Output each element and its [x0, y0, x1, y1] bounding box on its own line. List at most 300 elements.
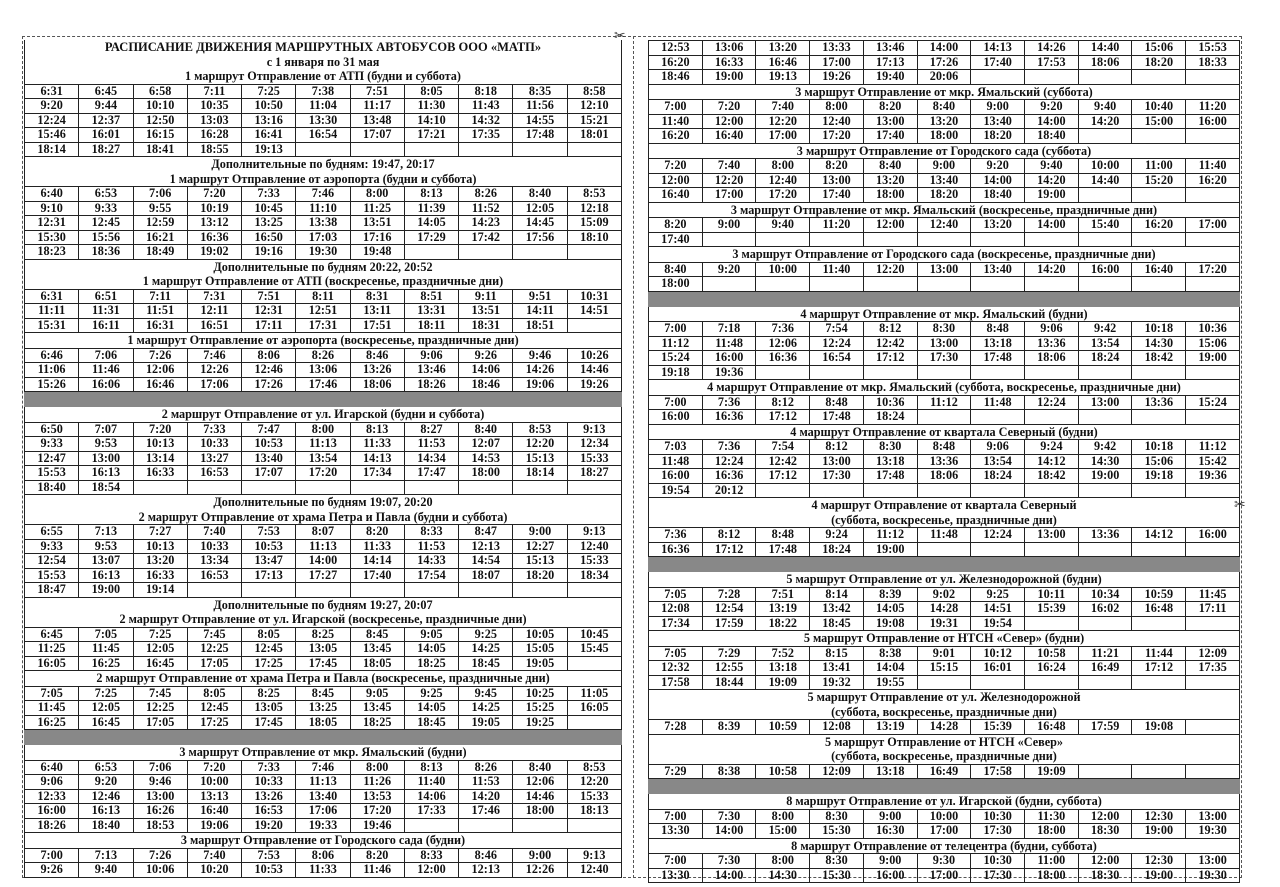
departure-time: 19:26 [567, 377, 621, 392]
timetable-row [649, 528, 1240, 543]
departure-time: 17:06 [187, 377, 241, 392]
timetable [648, 439, 1240, 498]
timetable [24, 186, 622, 260]
route-heading: 5 маршрут Отправление от НТСН «Север» (будни) [648, 631, 1240, 646]
departure-time [1078, 188, 1132, 203]
departure-time: 11:12 [917, 395, 971, 410]
departure-time: 12:46 [242, 363, 296, 378]
departure-time: 19:13 [242, 142, 296, 157]
departure-time: 8:26 [459, 760, 513, 775]
departure-time: 16:41 [242, 128, 296, 143]
departure-time: 14:04 [863, 661, 917, 676]
timetable-row [25, 701, 622, 716]
departure-time: 10:18 [1132, 322, 1186, 337]
departure-time: 11:51 [133, 304, 187, 319]
timetable-row [25, 642, 622, 657]
departure-time: 15:53 [1186, 41, 1240, 56]
departure-time: 15:42 [1186, 454, 1240, 469]
departure-time: 19:18 [649, 365, 703, 380]
departure-time [459, 583, 513, 598]
timetable-row [25, 245, 622, 260]
timetable [24, 760, 622, 834]
departure-time: 6:40 [25, 760, 79, 775]
departure-time [404, 142, 458, 157]
departure-time: 18:40 [79, 818, 133, 833]
departure-time: 10:53 [242, 539, 296, 554]
departure-time: 14:34 [404, 451, 458, 466]
timetable [24, 848, 622, 878]
departure-time: 11:52 [459, 201, 513, 216]
departure-time: 16:33 [133, 568, 187, 583]
departure-time [1078, 483, 1132, 498]
departure-time: 8:14 [810, 587, 864, 602]
departure-time: 13:00 [1186, 854, 1240, 869]
departure-time: 8:12 [702, 528, 756, 543]
departure-time: 9:11 [459, 289, 513, 304]
departure-time [1186, 232, 1240, 247]
departure-time: 10:45 [242, 201, 296, 216]
timetable-row [649, 55, 1240, 70]
departure-time: 16:31 [133, 318, 187, 333]
departure-time: 15:24 [1186, 395, 1240, 410]
departure-time: 16:53 [242, 804, 296, 819]
departure-time: 7:18 [702, 322, 756, 337]
departure-time: 17:40 [863, 129, 917, 144]
departure-time: 17:34 [649, 616, 703, 631]
departure-time: 7:28 [702, 587, 756, 602]
departure-time: 19:36 [1186, 469, 1240, 484]
departure-time: 17:12 [756, 469, 810, 484]
departure-time: 18:42 [1025, 469, 1079, 484]
departure-time: 16:45 [79, 715, 133, 730]
scissors-icon: ✂ [1234, 497, 1246, 513]
departure-time: 7:20 [702, 100, 756, 115]
departure-time: 13:13 [187, 789, 241, 804]
departure-time: 12:11 [187, 304, 241, 319]
departure-time: 14:30 [756, 868, 810, 883]
departure-time: 8:45 [350, 627, 404, 642]
departure-time: 7:00 [649, 809, 703, 824]
departure-time: 14:06 [404, 789, 458, 804]
departure-time: 12:20 [567, 775, 621, 790]
departure-time: 12:40 [756, 173, 810, 188]
departure-time [1132, 764, 1186, 779]
timetable-row [649, 41, 1240, 56]
departure-time: 14:53 [459, 451, 513, 466]
departure-time: 18:13 [567, 804, 621, 819]
departure-time: 12:45 [242, 642, 296, 657]
timetable-row [25, 627, 622, 642]
departure-time: 15:33 [567, 451, 621, 466]
departure-time: 11:53 [459, 775, 513, 790]
timetable [648, 809, 1240, 839]
departure-time: 7:51 [350, 84, 404, 99]
departure-time: 13:06 [296, 363, 350, 378]
departure-time: 12:27 [513, 539, 567, 554]
departure-time: 17:40 [810, 188, 864, 203]
departure-time: 9:26 [25, 863, 79, 878]
route-heading: 5 маршрут Отправление от ул. Железнодорожной (будни) [648, 572, 1240, 587]
departure-time: 19:02 [187, 245, 241, 260]
departure-time: 11:17 [350, 99, 404, 114]
departure-time [1025, 410, 1079, 425]
departure-time: 15:30 [810, 824, 864, 839]
departure-time: 16:20 [649, 55, 703, 70]
departure-time: 16:20 [1132, 218, 1186, 233]
timetable-row [25, 715, 622, 730]
departure-time: 17:31 [296, 318, 350, 333]
departure-time: 11:40 [649, 114, 703, 129]
departure-time: 10:26 [567, 348, 621, 363]
departure-time: 16:53 [187, 466, 241, 481]
departure-time: 18:20 [1132, 55, 1186, 70]
departure-time: 9:53 [79, 437, 133, 452]
departure-time: 11:06 [25, 363, 79, 378]
departure-time: 15:53 [25, 466, 79, 481]
departure-time: 8:30 [810, 854, 864, 869]
departure-time: 12:08 [810, 720, 864, 735]
timetable-row [25, 437, 622, 452]
departure-time: 18:40 [971, 188, 1025, 203]
departure-time: 16:02 [1078, 602, 1132, 617]
departure-time: 10:11 [1025, 587, 1079, 602]
departure-time [187, 480, 241, 495]
departure-time: 17:07 [242, 466, 296, 481]
departure-time [459, 142, 513, 157]
departure-time: 14:12 [1025, 454, 1079, 469]
departure-time: 12:24 [971, 528, 1025, 543]
departure-time: 20:06 [917, 70, 971, 85]
departure-time: 12:26 [187, 363, 241, 378]
departure-time: 14:30 [1132, 336, 1186, 351]
departure-time: 19:06 [187, 818, 241, 833]
timetable-row [649, 277, 1240, 292]
departure-time: 9:55 [133, 201, 187, 216]
departure-time: 11:31 [79, 304, 133, 319]
departure-time: 17:11 [242, 318, 296, 333]
departure-time: 18:26 [404, 377, 458, 392]
departure-time: 7:47 [242, 422, 296, 437]
timetable-row [649, 410, 1240, 425]
departure-time: 13:25 [296, 701, 350, 716]
departure-time [567, 142, 621, 157]
departure-time: 11:48 [702, 336, 756, 351]
departure-time: 9:06 [1025, 322, 1079, 337]
departure-time: 11:12 [649, 336, 703, 351]
departure-time: 8:00 [810, 100, 864, 115]
departure-time: 17:12 [863, 351, 917, 366]
departure-time: 10:35 [187, 99, 241, 114]
timetable [648, 719, 1240, 735]
departure-time [1078, 70, 1132, 85]
departure-time: 15:06 [1132, 41, 1186, 56]
departure-time: 8:13 [404, 760, 458, 775]
departure-time: 11:00 [1132, 159, 1186, 174]
departure-time: 9:05 [404, 627, 458, 642]
departure-time: 11:46 [79, 363, 133, 378]
departure-time: 11:56 [513, 99, 567, 114]
departure-time [756, 365, 810, 380]
departure-time: 17:46 [459, 804, 513, 819]
timetable-row [25, 304, 622, 319]
departure-time: 19:14 [133, 583, 187, 598]
timetable-row [25, 848, 622, 863]
route-heading: 3 маршрут Отправление от Городского сада (суббота) [648, 144, 1240, 159]
departure-time [863, 277, 917, 292]
departure-time: 7:33 [187, 422, 241, 437]
departure-time: 17:20 [810, 129, 864, 144]
departure-time: 9:00 [513, 525, 567, 540]
departure-time: 8:00 [350, 760, 404, 775]
departure-time: 13:00 [917, 262, 971, 277]
departure-time: 17:25 [242, 656, 296, 671]
departure-time: 7:40 [756, 100, 810, 115]
departure-time [1186, 616, 1240, 631]
timetable-row [25, 568, 622, 583]
departure-time: 8:39 [863, 587, 917, 602]
departure-time: 8:53 [513, 422, 567, 437]
departure-time: 8:46 [350, 348, 404, 363]
departure-time: 18:53 [133, 818, 187, 833]
departure-time: 18:05 [350, 656, 404, 671]
timetable-row [25, 466, 622, 481]
departure-time [917, 232, 971, 247]
route-heading: 8 маршрут Отправление от ул. Игарской (будни, суббота) [648, 794, 1240, 809]
departure-time: 17:34 [350, 466, 404, 481]
departure-time: 9:20 [25, 99, 79, 114]
departure-time [567, 656, 621, 671]
departure-time: 6:51 [79, 289, 133, 304]
departure-time: 19:00 [863, 542, 917, 557]
departure-time: 8:00 [350, 187, 404, 202]
route-heading: 1 маршрут Отправление от АТП (будни и суббота) [24, 69, 622, 84]
departure-time: 9:00 [863, 854, 917, 869]
departure-time: 8:33 [404, 848, 458, 863]
departure-time [567, 715, 621, 730]
departure-time: 16:00 [649, 410, 703, 425]
departure-time: 18:01 [567, 128, 621, 143]
departure-time: 8:46 [459, 848, 513, 863]
departure-time: 7:30 [702, 854, 756, 869]
departure-time [1078, 542, 1132, 557]
departure-time [133, 480, 187, 495]
departure-time: 13:45 [350, 642, 404, 657]
departure-time: 18:24 [863, 410, 917, 425]
departure-time: 12:05 [133, 642, 187, 657]
timetable-row [649, 454, 1240, 469]
departure-time: 12:20 [702, 173, 756, 188]
departure-time: 6:50 [25, 422, 79, 437]
departure-time: 16:49 [1078, 661, 1132, 676]
departure-time: 10:53 [242, 863, 296, 878]
timetable [648, 217, 1240, 247]
departure-time [971, 675, 1025, 690]
departure-time [756, 232, 810, 247]
departure-time: 18:06 [350, 377, 404, 392]
departure-time: 9:06 [404, 348, 458, 363]
departure-time [917, 675, 971, 690]
departure-time: 11:53 [404, 539, 458, 554]
departure-time [1078, 365, 1132, 380]
departure-time: 13:11 [350, 304, 404, 319]
departure-time: 7:30 [702, 809, 756, 824]
departure-time: 15:30 [810, 868, 864, 883]
departure-time [1025, 675, 1079, 690]
departure-time: 9:53 [79, 539, 133, 554]
timetable-row [25, 480, 622, 495]
departure-time: 10:19 [187, 201, 241, 216]
departure-time: 11:26 [350, 775, 404, 790]
departure-time: 12:13 [459, 539, 513, 554]
departure-time: 8:20 [350, 525, 404, 540]
departure-time: 18:54 [79, 480, 133, 495]
departure-time: 19:00 [1186, 351, 1240, 366]
timetable-row [649, 365, 1240, 380]
departure-time: 10:34 [1078, 587, 1132, 602]
departure-time: 11:40 [810, 262, 864, 277]
departure-time [567, 583, 621, 598]
departure-time: 11:48 [649, 454, 703, 469]
departure-time: 18:00 [863, 188, 917, 203]
departure-time: 16:24 [1025, 661, 1079, 676]
departure-time: 19:48 [350, 245, 404, 260]
departure-time: 12:50 [133, 113, 187, 128]
timetable-row [649, 483, 1240, 498]
departure-time: 17:46 [296, 377, 350, 392]
departure-time [1132, 277, 1186, 292]
scissors-icon: ✂ [614, 28, 626, 44]
departure-time: 18:42 [1132, 351, 1186, 366]
departure-time: 14:05 [404, 216, 458, 231]
timetable-row [25, 142, 622, 157]
departure-time: 18:34 [567, 568, 621, 583]
departure-time: 8:00 [756, 809, 810, 824]
departure-time: 10:59 [756, 720, 810, 735]
departure-time [1132, 365, 1186, 380]
timetable-row [649, 173, 1240, 188]
departure-time: 13:18 [756, 661, 810, 676]
departure-time: 13:40 [242, 451, 296, 466]
departure-time: 12:00 [863, 218, 917, 233]
departure-time [187, 583, 241, 598]
departure-time: 8:20 [649, 218, 703, 233]
page-subtitle: с 1 января по 31 мая [24, 55, 622, 70]
departure-time: 17:42 [459, 230, 513, 245]
departure-time: 19:36 [702, 365, 756, 380]
departure-time: 16:00 [649, 469, 703, 484]
departure-time: 19:40 [863, 70, 917, 85]
departure-time: 18:45 [810, 616, 864, 631]
departure-time: 17:47 [404, 466, 458, 481]
departure-time: 11:48 [917, 528, 971, 543]
departure-time: 17:29 [404, 230, 458, 245]
departure-time: 14:28 [917, 720, 971, 735]
departure-time: 7:13 [79, 525, 133, 540]
departure-time: 7:13 [79, 848, 133, 863]
departure-time [1132, 675, 1186, 690]
departure-time: 18:00 [513, 804, 567, 819]
departure-time: 8:40 [863, 159, 917, 174]
departure-time [1078, 675, 1132, 690]
departure-time: 12:24 [702, 454, 756, 469]
departure-time: 17:58 [971, 764, 1025, 779]
departure-time [567, 480, 621, 495]
departure-time: 19:09 [1025, 764, 1079, 779]
departure-time: 18:45 [404, 715, 458, 730]
departure-time: 7:20 [187, 760, 241, 775]
timetable-row [25, 230, 622, 245]
departure-time: 14:51 [567, 304, 621, 319]
departure-time [863, 365, 917, 380]
departure-time: 16:21 [133, 230, 187, 245]
departure-time [971, 232, 1025, 247]
timetable-row [25, 789, 622, 804]
departure-time: 18:24 [971, 469, 1025, 484]
timetable-row [25, 760, 622, 775]
departure-time [917, 410, 971, 425]
departure-time: 10:33 [242, 775, 296, 790]
timetable-row [649, 646, 1240, 661]
departure-time [513, 583, 567, 598]
departure-time: 6:58 [133, 84, 187, 99]
departure-time: 16:00 [863, 868, 917, 883]
departure-time: 15:06 [1186, 336, 1240, 351]
departure-time: 16:05 [25, 656, 79, 671]
departure-time: 7:38 [296, 84, 350, 99]
departure-time: 12:34 [567, 437, 621, 452]
departure-time: 18:47 [25, 583, 79, 598]
departure-time: 15:39 [1025, 602, 1079, 617]
departure-time: 11:13 [296, 539, 350, 554]
departure-time: 8:05 [404, 84, 458, 99]
departure-time [1025, 232, 1079, 247]
departure-time: 18:14 [513, 466, 567, 481]
section-separator [24, 730, 622, 745]
departure-time: 8:39 [702, 720, 756, 735]
departure-time: 13:34 [187, 554, 241, 569]
departure-time: 12:40 [810, 114, 864, 129]
timetable-row [25, 128, 622, 143]
departure-time: 17:40 [649, 232, 703, 247]
departure-time: 17:48 [971, 351, 1025, 366]
departure-time: 17:58 [649, 675, 703, 690]
route-heading: 5 маршрут Отправление от ул. Железнодорожной [648, 690, 1240, 705]
departure-time: 13:45 [350, 701, 404, 716]
departure-time [810, 277, 864, 292]
departure-time [567, 245, 621, 260]
timetable-row [25, 775, 622, 790]
departure-time [1078, 277, 1132, 292]
departure-time: 17:12 [756, 410, 810, 425]
departure-time: 12:42 [756, 454, 810, 469]
departure-time: 7:20 [649, 159, 703, 174]
departure-time: 19:00 [1132, 868, 1186, 883]
departure-time: 12:40 [567, 863, 621, 878]
departure-time: 14:30 [1078, 454, 1132, 469]
departure-time: 11:43 [459, 99, 513, 114]
departure-time: 12:45 [187, 701, 241, 716]
departure-time: 13:20 [133, 554, 187, 569]
departure-time: 14:54 [459, 554, 513, 569]
departure-time: 16:49 [917, 764, 971, 779]
timetable [648, 99, 1240, 144]
departure-time: 14:28 [917, 602, 971, 617]
departure-time: 19:00 [1132, 824, 1186, 839]
departure-time: 15:00 [756, 824, 810, 839]
departure-time: 9:00 [513, 848, 567, 863]
departure-time: 13:54 [296, 451, 350, 466]
route-heading: 4 маршрут Отправление от мкр. Ямальский (будни) [648, 307, 1240, 322]
